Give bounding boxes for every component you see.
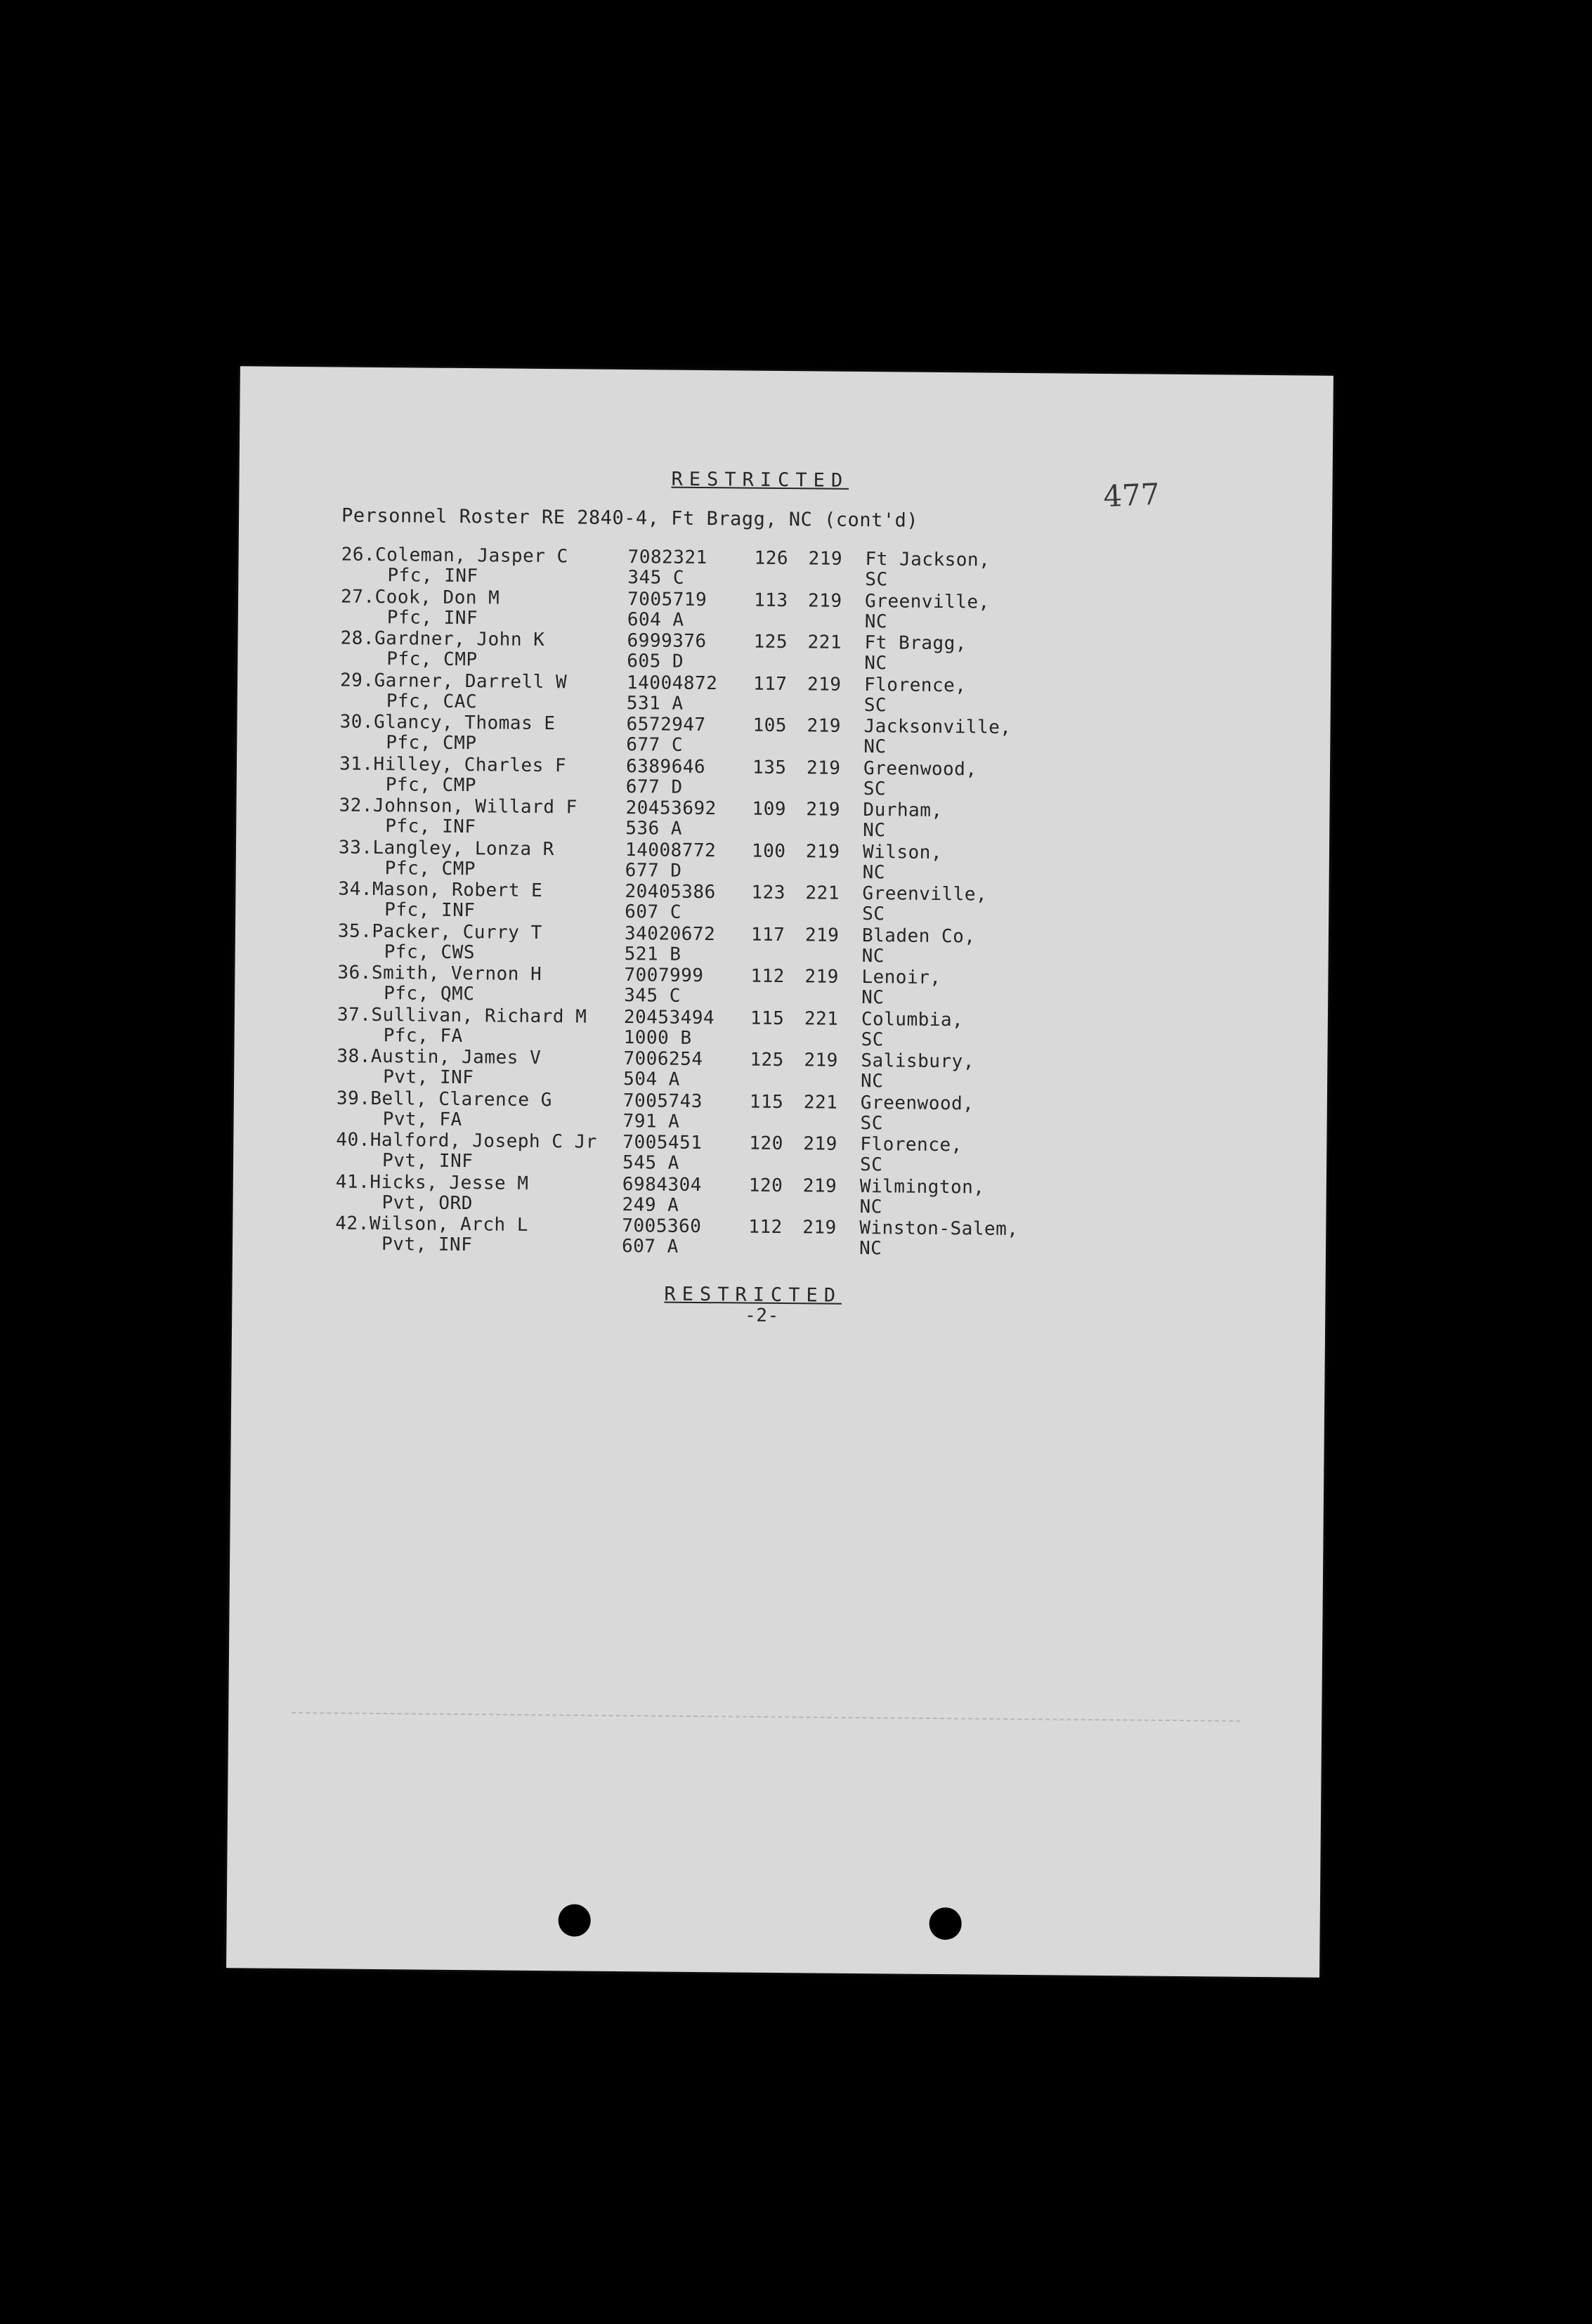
home-state: NC xyxy=(861,945,885,967)
serial-number: 20405386 xyxy=(625,881,716,903)
home-state: SC xyxy=(862,903,885,925)
score-b: 219 xyxy=(806,799,841,821)
home-city: Bladen Co, xyxy=(861,925,976,947)
serial-number: 6984304 xyxy=(622,1173,703,1196)
home-city: Florence, xyxy=(863,674,967,696)
mos-code: 607 C xyxy=(625,901,682,923)
mos-code: 345 C xyxy=(627,567,685,589)
rank-branch: Pvt, INF xyxy=(381,1234,473,1256)
rank-branch: Pvt, INF xyxy=(381,1150,474,1173)
roster-entry xyxy=(341,586,1043,634)
soldier-name: 32.Johnson, Willard F xyxy=(339,795,578,818)
soldier-name: 35.Packer, Curry T xyxy=(337,920,542,944)
score-b: 219 xyxy=(807,673,842,696)
home-state: SC xyxy=(861,1029,885,1050)
soldier-name: 27.Cook, Don M xyxy=(340,586,500,608)
score-a: 120 xyxy=(749,1132,783,1155)
score-a: 105 xyxy=(752,714,788,737)
home-city: Salisbury, xyxy=(861,1050,975,1073)
rank-branch: Pfc, FA xyxy=(383,1024,463,1047)
rank-branch: Pfc, INF xyxy=(386,606,478,629)
home-state: NC xyxy=(860,1071,884,1092)
serial-number: 20453494 xyxy=(623,1006,715,1029)
rank-branch: Pfc, CWS xyxy=(384,941,476,963)
home-city: Durham, xyxy=(863,799,943,822)
serial-number: 7082321 xyxy=(627,547,707,569)
home-city: Ft Bragg, xyxy=(864,632,967,655)
mos-code: 521 B xyxy=(624,943,681,965)
score-b: 221 xyxy=(804,1007,839,1030)
roster-entry xyxy=(340,670,1043,717)
mos-code: 677 D xyxy=(625,859,682,882)
score-b: 219 xyxy=(802,1217,837,1239)
score-a: 115 xyxy=(749,1091,784,1113)
mos-code: 345 C xyxy=(624,985,681,1007)
score-a: 112 xyxy=(748,1216,783,1239)
mos-code: 605 D xyxy=(627,651,684,672)
serial-number: 14008772 xyxy=(625,839,717,861)
serial-number: 7005360 xyxy=(622,1215,702,1238)
score-a: 117 xyxy=(750,924,785,946)
serial-number: 6999376 xyxy=(627,630,707,653)
home-city: Winston-Salem, xyxy=(859,1217,1019,1240)
home-city: Wilson, xyxy=(862,841,943,863)
rank-branch: Pfc, INF xyxy=(387,565,478,587)
score-b: 219 xyxy=(804,966,840,988)
scan-artifact-line xyxy=(292,1712,1240,1722)
home-state: SC xyxy=(859,1154,883,1176)
page-number-stamp: 477 xyxy=(1102,476,1161,514)
roster-entry xyxy=(341,544,1043,592)
roster-entry xyxy=(337,1004,1040,1052)
home-state: NC xyxy=(859,1237,882,1260)
soldier-name: 26.Coleman, Jasper C xyxy=(341,544,568,568)
rank-branch: Pfc, INF xyxy=(385,816,476,838)
roster-entry xyxy=(340,628,1043,676)
rank-branch: Pfc, INF xyxy=(384,899,476,922)
score-a: 115 xyxy=(750,1007,785,1029)
roster-entry xyxy=(337,1088,1039,1135)
score-a: 117 xyxy=(752,673,788,695)
soldier-name: 31.Hilley, Charles F xyxy=(339,753,567,776)
roster-entry xyxy=(336,1129,1038,1177)
soldier-name: 39.Bell, Clarence G xyxy=(336,1087,552,1111)
serial-number: 7005451 xyxy=(622,1132,703,1154)
score-b: 221 xyxy=(803,1091,838,1114)
score-b: 221 xyxy=(807,632,842,653)
score-b: 219 xyxy=(805,840,840,863)
score-b: 219 xyxy=(803,1133,837,1155)
roster-entry xyxy=(339,795,1041,843)
serial-number: 7006254 xyxy=(623,1048,703,1071)
mos-code: 677 C xyxy=(626,734,684,756)
home-city: Wilmington, xyxy=(859,1175,985,1199)
score-a: 135 xyxy=(752,757,787,778)
home-state: NC xyxy=(863,820,886,842)
rank-branch: Pvt, INF xyxy=(383,1066,474,1089)
serial-number: 20453692 xyxy=(625,797,717,820)
home-city: Lenoir, xyxy=(861,967,941,988)
rank-branch: Pvt, ORD xyxy=(381,1192,473,1214)
rank-branch: Pfc, CAC xyxy=(386,690,478,712)
roster-entry xyxy=(339,837,1041,884)
soldier-name: 38.Austin, James V xyxy=(337,1045,542,1069)
soldier-name: 37.Sullivan, Richard M xyxy=(337,1003,587,1028)
score-a: 100 xyxy=(751,840,786,862)
score-a: 113 xyxy=(753,589,788,611)
mos-code: 604 A xyxy=(627,608,684,631)
roster-title: Personnel Roster RE 2840-4, Ft Bragg, NC (cont'd) xyxy=(341,504,919,532)
mos-code: 791 A xyxy=(622,1110,680,1132)
soldier-name: 42.Wilson, Arch L xyxy=(335,1213,529,1236)
soldier-name: 34.Mason, Robert E xyxy=(338,878,543,902)
mos-code: 607 A xyxy=(621,1236,679,1258)
punch-hole-left xyxy=(558,1904,590,1936)
rank-branch: Pfc, CMP xyxy=(386,648,478,671)
mos-code: 531 A xyxy=(626,692,684,714)
home-state: NC xyxy=(859,1196,883,1218)
home-state: NC xyxy=(862,861,886,883)
punch-hole-right xyxy=(929,1907,961,1940)
score-b: 219 xyxy=(804,1050,838,1071)
roster-entry xyxy=(338,879,1040,927)
serial-number: 34020672 xyxy=(624,922,716,945)
soldier-name: 41.Hicks, Jesse M xyxy=(335,1170,529,1194)
home-city: Greenville, xyxy=(862,883,988,906)
score-b: 219 xyxy=(808,548,843,570)
score-b: 219 xyxy=(806,757,841,779)
score-b: 219 xyxy=(804,924,840,946)
score-a: 112 xyxy=(750,965,785,988)
footer-page-number: -2- xyxy=(745,1305,779,1326)
soldier-name: 29.Garner, Darrell W xyxy=(339,670,568,693)
rank-branch: Pvt, FA xyxy=(382,1108,462,1130)
home-state: NC xyxy=(864,611,888,632)
score-a: 109 xyxy=(752,798,787,821)
serial-number: 14004872 xyxy=(626,672,718,694)
soldier-name: 30.Glancy, Thomas E xyxy=(339,711,556,735)
home-city: Greenwood, xyxy=(860,1092,974,1114)
rank-branch: Pfc, CMP xyxy=(384,857,476,880)
mos-code: 536 A xyxy=(625,818,683,840)
home-state: SC xyxy=(865,569,888,591)
footer-restricted-marking: RESTRICTED xyxy=(664,1283,842,1307)
home-city: Jacksonville, xyxy=(863,716,1012,738)
roster-entry xyxy=(335,1213,1038,1260)
soldier-name: 28.Gardner, John K xyxy=(340,627,545,651)
home-city: Greenwood, xyxy=(863,757,977,780)
roster-entry xyxy=(338,920,1040,968)
serial-number: 7005743 xyxy=(622,1090,703,1112)
home-state: NC xyxy=(864,653,887,674)
home-state: SC xyxy=(863,694,887,716)
serial-number: 7005719 xyxy=(627,588,707,611)
home-city: Columbia, xyxy=(861,1008,964,1031)
roster-entry xyxy=(337,1045,1039,1093)
soldier-name: 33.Langley, Lonza R xyxy=(338,837,555,860)
serial-number: 7007999 xyxy=(624,965,704,987)
soldier-name: 36.Smith, Vernon H xyxy=(337,962,542,986)
mos-code: 545 A xyxy=(622,1152,680,1174)
score-a: 125 xyxy=(753,631,788,653)
rank-branch: Pfc, CMP xyxy=(386,732,477,755)
home-city: Florence, xyxy=(860,1133,963,1156)
score-b: 219 xyxy=(807,715,842,737)
home-city: Greenville, xyxy=(864,590,990,613)
serial-number: 6389646 xyxy=(625,755,706,778)
header-restricted-marking: RESTRICTED xyxy=(671,468,849,492)
roster-entry xyxy=(335,1171,1038,1219)
mos-code: 677 D xyxy=(625,776,683,798)
roster-entry xyxy=(339,712,1042,759)
score-a: 125 xyxy=(750,1049,784,1071)
roster-list xyxy=(335,544,1044,1261)
mos-code: 1000 B xyxy=(623,1026,692,1049)
roster-entry xyxy=(339,753,1042,801)
rank-branch: Pfc, CMP xyxy=(385,773,477,796)
home-city: Ft Jackson, xyxy=(865,549,991,571)
roster-entry xyxy=(337,962,1040,1010)
document-page xyxy=(226,366,1333,1977)
serial-number: 6572947 xyxy=(626,714,706,736)
home-state: NC xyxy=(863,736,887,758)
score-b: 219 xyxy=(802,1175,837,1197)
home-state: SC xyxy=(863,778,887,799)
soldier-name: 40.Halford, Joseph C Jr xyxy=(336,1129,598,1153)
mos-code: 249 A xyxy=(622,1194,679,1216)
rank-branch: Pfc, QMC xyxy=(384,983,475,1005)
mos-code: 504 A xyxy=(623,1069,681,1090)
score-a: 123 xyxy=(751,882,786,904)
home-state: NC xyxy=(861,987,885,1009)
score-a: 120 xyxy=(748,1175,783,1196)
score-b: 219 xyxy=(807,589,842,612)
score-a: 126 xyxy=(754,547,789,570)
score-b: 221 xyxy=(805,882,840,904)
home-state: SC xyxy=(860,1112,884,1134)
